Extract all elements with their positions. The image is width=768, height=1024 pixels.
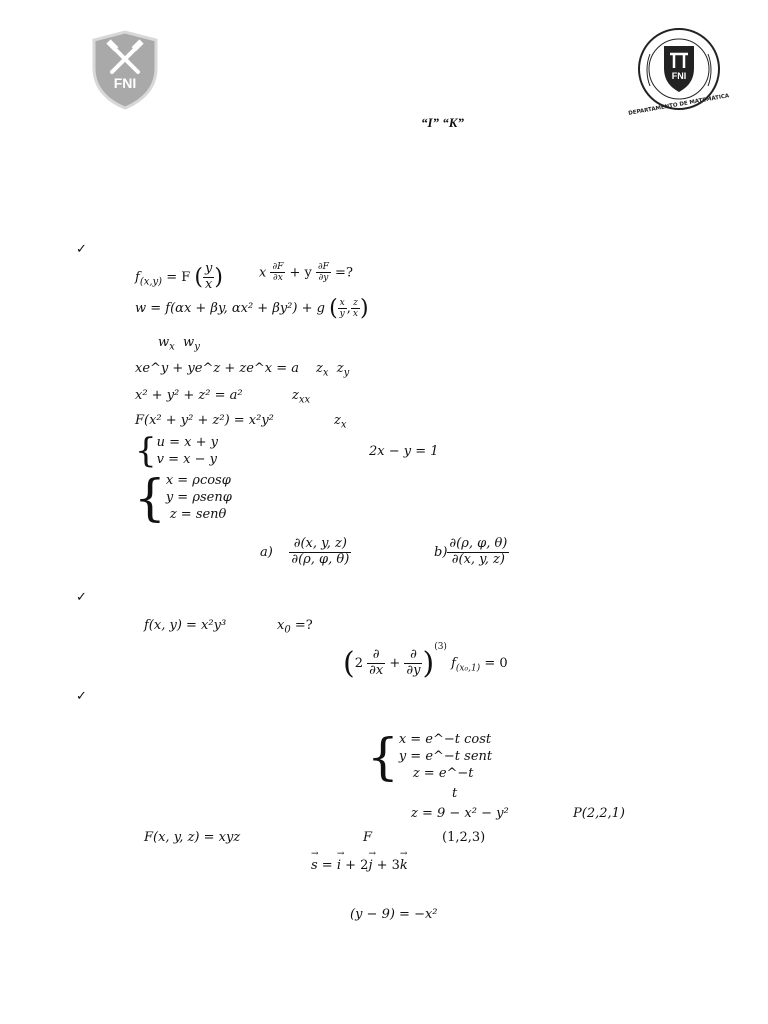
exercise-6-line: 2x − y = 1 [369, 444, 439, 459]
jacobian-a: a) $\frac{\partial(x, y, z)}{\partial(\rho, \varphi, \theta)}$ [260, 536, 350, 567]
fni-shield-logo [90, 30, 160, 110]
exercise-3-equation: xe^y + ye^z + ze^x = a [135, 361, 300, 376]
section-3-point: P(2,2,1) [573, 806, 625, 821]
right-logo-text: FNI [671, 71, 687, 81]
section-3-surface: z = 9 − x² − y² [411, 806, 509, 821]
section-2-operator: (2 $\frac{\partial}{\partial x}$ + $\frac{\partial}{\partial y}$ )$^{(3)}$ $f_{(x_0,1)} = 0$ [343, 642, 508, 681]
exercise-1-function: $f_{(x,y)} = F$ ( $\frac{y}{x}$ ) [135, 261, 223, 292]
exercise-5-equation: F(x² + y² + z²) = x²y² [135, 413, 274, 428]
section-3-pt: (1,2,3) [442, 830, 486, 845]
exercise-4-equation: x² + y² + z² = a² [135, 388, 243, 403]
jacobian-b: b) $\frac{\partial(\rho, \varphi, \theta)}{\partial(x, y, z)}$ [434, 536, 508, 567]
section-2-question: $x_0$ =? [277, 618, 313, 636]
section-3-curve: { x = e^−t cost y = e^−t sent z = e^−t [367, 727, 493, 786]
check-mark-1: ✓ [76, 242, 87, 257]
exercise-1-question: x $\frac{\partial F}{\partial x}$ + y $\frac{\partial F}{\partial y}$ =? [259, 262, 353, 284]
exercise-5-question: $z_x$ [334, 413, 347, 431]
exercise-3-question: $z_x$ $z_y$ [316, 361, 350, 379]
section-3-F: F [363, 830, 373, 845]
exercise-2-function: w = f(αx + βy, αx² + βy²) + g ( $\frac{x}{y}$ , $\frac{z}{x}$ ) [135, 296, 369, 321]
section-2-function: f(x, y) = x²y³ [144, 618, 227, 633]
exercise-7-system: { x = ρcosφ y = ρsenφ z = senθ [134, 468, 232, 527]
section-3-function: F(x, y, z) = xyz [144, 830, 241, 845]
exercise-6-system: { u = x + y v = x − y [135, 431, 219, 471]
left-logo-text: FNI [113, 75, 137, 91]
shield-icon [90, 30, 160, 110]
svg-text:DEPARTAMENTO DE MATEMÁTICA: DEPARTAMENTO DE MATEMÁTICA [627, 93, 730, 117]
seal-icon [627, 26, 730, 117]
section-3-parameter: t [452, 786, 458, 801]
check-mark-3: ✓ [76, 689, 87, 704]
check-mark-2: ✓ [76, 590, 87, 605]
math-department-seal [627, 26, 730, 117]
page-title: “I” “K” [421, 115, 464, 130]
exercise-4-question: $z_{xx}$ [292, 388, 311, 406]
section-3-curve-2: (y − 9) = −x² [350, 907, 438, 922]
section-3-vector: → s = → i + 2→ j + 3→ k [311, 858, 408, 873]
exercise-2-question: $w_x$ $w_y$ [158, 335, 200, 353]
